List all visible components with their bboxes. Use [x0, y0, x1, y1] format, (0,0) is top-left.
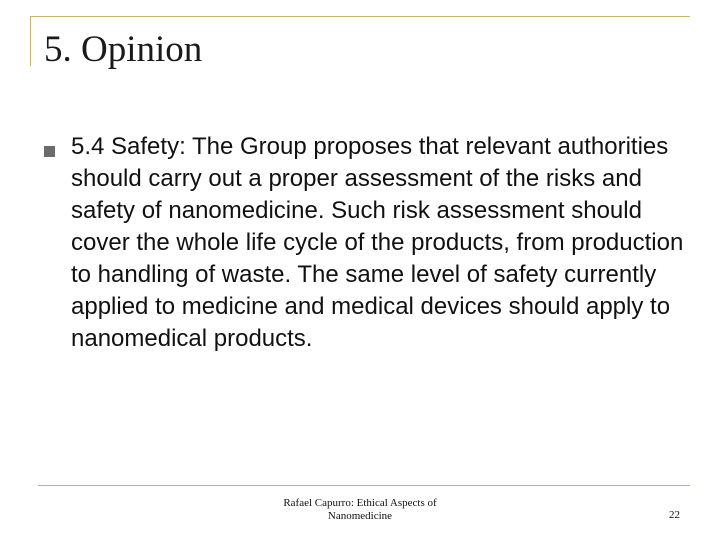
- footer-credit: [250, 497, 470, 523]
- square-bullet-icon: [44, 146, 55, 157]
- footer-credit-line-1: Rafael Capurro: Ethical Aspects of: [283, 497, 437, 509]
- footer-divider: [38, 485, 690, 486]
- left-divider: [30, 16, 31, 66]
- footer-credit-line-2: Nanomedicine: [327, 510, 393, 522]
- page-number: 22: [669, 509, 680, 521]
- bullet-text: 5.4 Safety: The Group proposes that relevant authorities should carry out a proper assessment of the risks and safety of nanomedicine. Such risk assessment should cover the whole life cycle of the products, from production to handling of waste. The same level of safety currently applied to medicine and medical devices should apply to nanomedical products.: [71, 133, 684, 352]
- slide-title: 5. Opinion: [44, 29, 203, 70]
- top-divider: [30, 16, 690, 17]
